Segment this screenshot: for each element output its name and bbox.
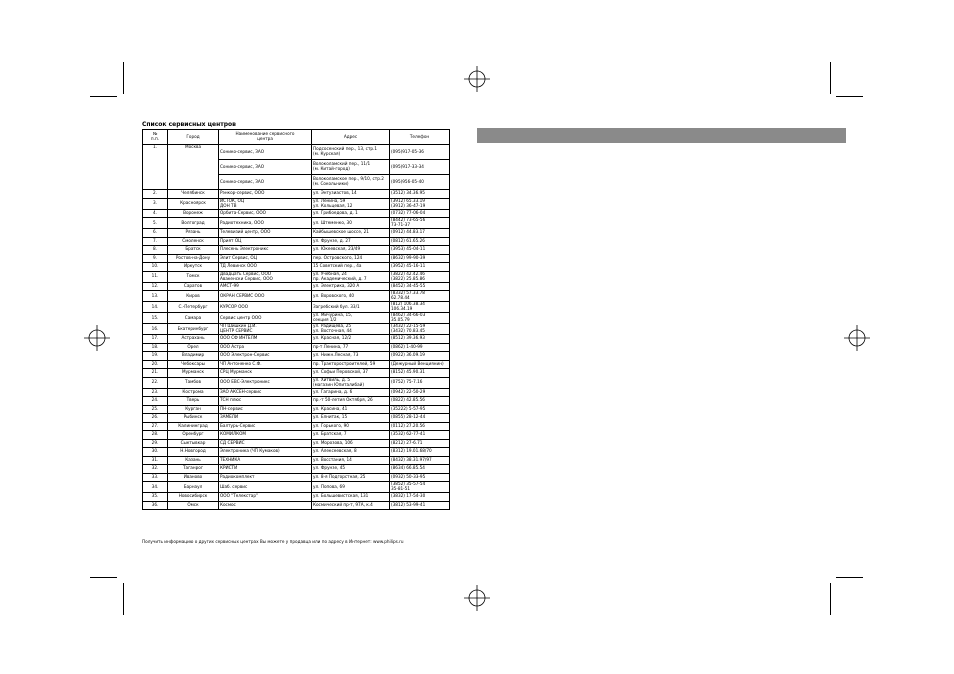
cell-phone: (3822) 42.42.46 (3822) 25.85.86 bbox=[390, 271, 450, 282]
cell-city: Екатеринбург bbox=[168, 324, 219, 335]
cell-center-name: Космос bbox=[219, 501, 312, 510]
cell-phone: (8442) 73-65-56 73-71-37 bbox=[390, 218, 450, 229]
cell-center-name: ЧП Шишкин Д.И. ЦЕНТР СЕРВИС bbox=[219, 324, 312, 335]
cell-center-name: ЗАО АКСЕН-сервис bbox=[219, 388, 312, 397]
cell-phone: (8452) 34-45-55 bbox=[390, 282, 450, 291]
table-row bbox=[143, 263, 450, 272]
cell-address: ул. Попова, 69 bbox=[312, 482, 390, 493]
table-row bbox=[143, 282, 450, 291]
cell-number: 24. bbox=[143, 397, 168, 406]
cell-city: Тамбов bbox=[168, 377, 219, 388]
cell-city: Тверь bbox=[168, 397, 219, 406]
cell-center-name: ЧП Антоненко С.Ф. bbox=[219, 360, 312, 369]
cell-phone: (812) 106.38.34 106.34.19 bbox=[390, 302, 450, 313]
cell-center-name: Элит Сервис, ОЦ bbox=[219, 254, 312, 263]
cell-city: Волгоград bbox=[168, 218, 219, 229]
cell-address: ул. Радищева, 25 ул. Восточная, 44 bbox=[312, 324, 390, 335]
table-row bbox=[143, 405, 450, 414]
cell-phone: (095)917-05-36 bbox=[390, 145, 450, 160]
crop-mark bbox=[830, 62, 831, 94]
cell-number: 13. bbox=[143, 291, 168, 302]
cell-address: ул. Елнитак, 15 bbox=[312, 414, 390, 423]
cell-address: ул. Восстания, 14 bbox=[312, 456, 390, 465]
cell-address: ул. 8-я Подгорстная, 25 bbox=[312, 473, 390, 482]
cell-number: 15. bbox=[143, 313, 168, 324]
cell-center-name: ООО Электрон-Сервис bbox=[219, 352, 312, 361]
cell-city: Красноярск bbox=[168, 198, 219, 209]
cell-address: пр. Тракторостроителей, 59 bbox=[312, 360, 390, 369]
cell-address: пер. Островского, 124 bbox=[312, 254, 390, 263]
cell-number: 22. bbox=[143, 377, 168, 388]
cell-number: 31. bbox=[143, 456, 168, 465]
table-row bbox=[143, 352, 450, 361]
registration-mark bbox=[844, 325, 870, 351]
cell-center-name: Телевизий центр, ООО bbox=[219, 229, 312, 238]
section-header-bar bbox=[477, 128, 846, 143]
cell-number: 29. bbox=[143, 439, 168, 448]
table-row bbox=[143, 397, 450, 406]
cell-phone: (0112) 27.20.56 bbox=[390, 422, 450, 431]
column-header-name: Наименование сервисного центра bbox=[219, 130, 312, 145]
cell-city: Казань bbox=[168, 456, 219, 465]
cell-address: Волоколамское пер., 9/10, стр.2 (м. Сокольники) bbox=[312, 175, 390, 190]
cell-center-name: ООО Астра bbox=[219, 343, 312, 352]
cell-address: ул. Гагарина, д. 6 bbox=[312, 388, 390, 397]
cell-number: 26. bbox=[143, 414, 168, 423]
crop-mark bbox=[90, 96, 117, 97]
table-row bbox=[143, 302, 450, 313]
cell-phone: (Дежурный Венциянин) bbox=[390, 360, 450, 369]
table-row bbox=[143, 369, 450, 378]
cell-center-name: Двадцать Сервис, ООО Авакенски Сервис, ООО bbox=[219, 271, 312, 282]
cell-phone: (3832) 17-54-30 bbox=[390, 493, 450, 502]
cell-city: Москва bbox=[168, 145, 219, 190]
table-row bbox=[143, 414, 450, 423]
cell-address: ул. Большевистская, 131 bbox=[312, 493, 390, 502]
cell-phone: (3852) 35-57-54 35-81-51 bbox=[390, 482, 450, 493]
cell-city: Курган bbox=[168, 405, 219, 414]
cell-center-name: КРИСТИ bbox=[219, 465, 312, 474]
cell-number: 7. bbox=[143, 237, 168, 246]
table-header-row bbox=[143, 130, 450, 145]
cell-address: ул. Горького, 90 bbox=[312, 422, 390, 431]
cell-city: Ростов-на-Дону bbox=[168, 254, 219, 263]
cell-address: ул. Алексеевская, 8 bbox=[312, 448, 390, 457]
cell-city: Астрахань bbox=[168, 335, 219, 344]
cell-phone: (3432) 22-15-59 (3432) 70.83.45 bbox=[390, 324, 450, 335]
crop-mark bbox=[90, 577, 117, 578]
table-row bbox=[143, 493, 450, 502]
cell-phone: (8512) 39.36.93 bbox=[390, 335, 450, 344]
cell-city: Мурманск bbox=[168, 369, 219, 378]
cell-city: Рыбинск bbox=[168, 414, 219, 423]
column-header-address: Адрес bbox=[312, 130, 390, 145]
table-row bbox=[143, 377, 450, 388]
cell-city: Рязань bbox=[168, 229, 219, 238]
cell-city: Владимир bbox=[168, 352, 219, 361]
cell-address: ул. Юкеевская, 23/49 bbox=[312, 246, 390, 255]
cell-phone: (8332) 57.33.78 62.78.44 bbox=[390, 291, 450, 302]
cell-phone: (8152) 45.90.31 bbox=[390, 369, 450, 378]
cell-phone: (3952) 45-16-11 bbox=[390, 263, 450, 272]
cell-phone: (3912) 65.33.19 (3912) 36-47-19 bbox=[390, 198, 450, 209]
cell-number: 6. bbox=[143, 229, 168, 238]
cell-address: ул. Нижн.Лесная, 73 bbox=[312, 352, 390, 361]
column-header-phone: Телефон bbox=[390, 130, 450, 145]
cell-phone: (8462) 34-66-03 35.05.79 bbox=[390, 313, 450, 324]
cell-phone: (0822) 42.85.56 bbox=[390, 397, 450, 406]
cell-city: С.-Петербург bbox=[168, 302, 219, 313]
table-row bbox=[143, 254, 450, 263]
cell-number: 5. bbox=[143, 218, 168, 229]
table-row bbox=[143, 229, 450, 238]
cell-center-name: ОКРАН СЕРВИС ООО bbox=[219, 291, 312, 302]
cell-center-name: СРЦ Мурманск bbox=[219, 369, 312, 378]
cell-number: 35. bbox=[143, 493, 168, 502]
cell-number: 18. bbox=[143, 343, 168, 352]
cell-number: 32. bbox=[143, 465, 168, 474]
cell-phone: (095)917-33-34 bbox=[390, 160, 450, 175]
column-header-city: Город bbox=[168, 130, 219, 145]
cell-address: ул. Красная, 12/2 bbox=[312, 335, 390, 344]
cell-city: Киров bbox=[168, 291, 219, 302]
cell-phone: (8312) 19.01.68/70 bbox=[390, 448, 450, 457]
table-row bbox=[143, 246, 450, 255]
cell-address: ул. Фрунзе, 45 bbox=[312, 465, 390, 474]
cell-center-name: Прият ОЦ bbox=[219, 237, 312, 246]
registration-mark bbox=[464, 585, 490, 611]
cell-city: Кострома bbox=[168, 388, 219, 397]
table-row bbox=[143, 439, 450, 448]
cell-city: Сыктывкар bbox=[168, 439, 219, 448]
cell-center-name: Сонико-сервис, ЗАО bbox=[219, 160, 312, 175]
cell-center-name: ЗАМЕЛИ bbox=[219, 414, 312, 423]
cell-center-name: Электроника (ЧП Кумаков) bbox=[219, 448, 312, 457]
cell-address: ул. Грибоедова, д. 1 bbox=[312, 209, 390, 218]
cell-phone: (0812) 61.65.26 bbox=[390, 237, 450, 246]
cell-address: ул. Электрика, 320 А bbox=[312, 282, 390, 291]
cell-city: Оренбург bbox=[168, 431, 219, 440]
cell-address: ул. Энтузиастов, 14 bbox=[312, 190, 390, 199]
cell-city: Челябинск bbox=[168, 190, 219, 199]
cell-phone: (0732) 77-06-04 bbox=[390, 209, 450, 218]
cell-number: 17. bbox=[143, 335, 168, 344]
crop-mark bbox=[123, 583, 124, 615]
cell-city: Омск bbox=[168, 501, 219, 510]
cell-number: 30. bbox=[143, 448, 168, 457]
column-header-number: № п.п. bbox=[143, 130, 168, 145]
cell-phone: (3512) 34.36.95 bbox=[390, 190, 450, 199]
cell-center-name: ИСТОК, ОЦ ДОН ТВ bbox=[219, 198, 312, 209]
cell-center-name: АМСТ-99 bbox=[219, 282, 312, 291]
cell-number: 20. bbox=[143, 360, 168, 369]
cell-address: ул. Хитвиль, д. 5 (магазин Юпиталибай) bbox=[312, 377, 390, 388]
cell-city: Томск bbox=[168, 271, 219, 282]
cell-phone: (8632) 99-90-39 bbox=[390, 254, 450, 263]
page-title: Список сервисных центров bbox=[142, 121, 236, 128]
table-row bbox=[143, 237, 450, 246]
cell-center-name: ТД Левинск ООО bbox=[219, 263, 312, 272]
cell-center-name: Сонико-сервис, ЗАО bbox=[219, 145, 312, 160]
cell-number: 14. bbox=[143, 302, 168, 313]
table-row bbox=[143, 456, 450, 465]
cell-center-name: ТСН плюс bbox=[219, 397, 312, 406]
cell-phone: (3532) 62-77-41 bbox=[390, 431, 450, 440]
cell-address: пр.-т 50-летия Октября, 26 bbox=[312, 397, 390, 406]
cell-address: 15 Советский пер., 4а bbox=[312, 263, 390, 272]
registration-mark bbox=[464, 66, 490, 92]
cell-address: ул. Софьи Перовской, 37 bbox=[312, 369, 390, 378]
footnote: Получить информацию о других сервисных центрах Вы можете у продавца или по адресу в Интернет: www.philips.ru bbox=[142, 539, 404, 544]
cell-city: Братск bbox=[168, 246, 219, 255]
cell-center-name: Плесень Электроникс bbox=[219, 246, 312, 255]
cell-number: 11. bbox=[143, 271, 168, 282]
cell-center-name: КОМИЛКОМ bbox=[219, 431, 312, 440]
cell-center-name: Орбита-Сервис, ООО bbox=[219, 209, 312, 218]
cell-city: Н.Новгород bbox=[168, 448, 219, 457]
cell-city: Самара bbox=[168, 313, 219, 324]
cell-city: Чебоксары bbox=[168, 360, 219, 369]
crop-mark bbox=[123, 62, 124, 94]
table-row bbox=[143, 343, 450, 352]
service-centers-table bbox=[142, 129, 450, 510]
cell-center-name: ТЕХНИКА bbox=[219, 456, 312, 465]
table-row bbox=[143, 209, 450, 218]
cell-phone: (0942) 22-50-29 bbox=[390, 388, 450, 397]
cell-center-name: Шаб. сервис bbox=[219, 482, 312, 493]
cell-city: Иркутск bbox=[168, 263, 219, 272]
cell-center-name: Рэнкор-сервис, ООО bbox=[219, 190, 312, 199]
cell-center-name: ПН-сервис bbox=[219, 405, 312, 414]
table-row bbox=[143, 482, 450, 493]
table-row bbox=[143, 145, 450, 160]
cell-phone: (0752) 75-7.16 bbox=[390, 377, 450, 388]
cell-number: 2. bbox=[143, 190, 168, 199]
cell-center-name: ООО "Телекстар" bbox=[219, 493, 312, 502]
table-row bbox=[143, 473, 450, 482]
cell-city: Калининград bbox=[168, 422, 219, 431]
cell-number: 4. bbox=[143, 209, 168, 218]
cell-city: Новосибирск bbox=[168, 493, 219, 502]
table-row bbox=[143, 291, 450, 302]
cell-number: 25. bbox=[143, 405, 168, 414]
cell-address: ул. Воровского, 40 bbox=[312, 291, 390, 302]
cell-number: 33. bbox=[143, 473, 168, 482]
cell-address: Космический пр-т, 97А, к.4 bbox=[312, 501, 390, 510]
cell-address: ул. Морозова, 106 bbox=[312, 439, 390, 448]
cell-address: ул. Фрунзе, д. 27 bbox=[312, 237, 390, 246]
cell-phone: (095)956-05-40 bbox=[390, 175, 450, 190]
cell-number: 23. bbox=[143, 388, 168, 397]
cell-number: 16. bbox=[143, 324, 168, 335]
cell-number: 27. bbox=[143, 422, 168, 431]
cell-center-name: Сонико-сервис, ЗАО bbox=[219, 175, 312, 190]
cell-center-name: Сервис центр ООО bbox=[219, 313, 312, 324]
cell-phone: (8634) 66.85.54 bbox=[390, 465, 450, 474]
cell-center-name: Радиокомплект bbox=[219, 473, 312, 482]
cell-address: ул. Братская, 7 bbox=[312, 431, 390, 440]
cell-number: 8. bbox=[143, 246, 168, 255]
cell-number: 1. bbox=[143, 145, 168, 190]
cell-phone: (0855) 28-12-44 bbox=[390, 414, 450, 423]
cell-center-name: СД СЕРВИС bbox=[219, 439, 312, 448]
cell-address: Волоколамский пер., 11/1 (м. Китай-город) bbox=[312, 160, 390, 175]
cell-address: ул. Учебная, 24 пр. Академический, д. 7 bbox=[312, 271, 390, 282]
cell-address: ул. Красина, 41 bbox=[312, 405, 390, 414]
cell-address: ул. Штеменко, 30 bbox=[312, 218, 390, 229]
cell-phone: (0912) 44.83.17 bbox=[390, 229, 450, 238]
cell-phone: (3812) 53-99-41 bbox=[390, 501, 450, 510]
table-row bbox=[143, 388, 450, 397]
cell-number: 19. bbox=[143, 352, 168, 361]
cell-number: 21. bbox=[143, 369, 168, 378]
table-body bbox=[143, 145, 450, 510]
cell-phone: (8212) 27-6.71 bbox=[390, 439, 450, 448]
cell-number: 3. bbox=[143, 198, 168, 209]
cell-phone: (0922) 36.09.19 bbox=[390, 352, 450, 361]
cell-number: 34. bbox=[143, 482, 168, 493]
cell-address: Загребский бул. 33/1 bbox=[312, 302, 390, 313]
table-row bbox=[143, 218, 450, 229]
table-row bbox=[143, 448, 450, 457]
cell-number: 36. bbox=[143, 501, 168, 510]
cell-city: Саратов bbox=[168, 282, 219, 291]
cell-center-name: Радиотехника, ООО bbox=[219, 218, 312, 229]
registration-mark bbox=[84, 325, 110, 351]
cell-city: Таганрог bbox=[168, 465, 219, 474]
cell-phone: (8432) 38.31.97/97 bbox=[390, 456, 450, 465]
cell-phone: (0862) 1-40-99 bbox=[390, 343, 450, 352]
crop-mark bbox=[836, 96, 863, 97]
crop-mark bbox=[836, 577, 863, 578]
table-row bbox=[143, 198, 450, 209]
cell-city: Барнаул bbox=[168, 482, 219, 493]
cell-city: Иваново bbox=[168, 473, 219, 482]
cell-center-name: Балтурь-Сервис bbox=[219, 422, 312, 431]
cell-city: Воронеж bbox=[168, 209, 219, 218]
table-row bbox=[143, 465, 450, 474]
cell-center-name: ООО СФ ИНТЕЛМ bbox=[219, 335, 312, 344]
cell-number: 12. bbox=[143, 282, 168, 291]
table-row bbox=[143, 360, 450, 369]
cell-address: Подсосенский пер., 13, стр.1 (м. Курская) bbox=[312, 145, 390, 160]
cell-city: Орел bbox=[168, 343, 219, 352]
table-row bbox=[143, 335, 450, 344]
cell-address: ул. Мичурина, 15, секция 1/2 bbox=[312, 313, 390, 324]
cell-address: Кайбышевское шоссе, 21 bbox=[312, 229, 390, 238]
table-row bbox=[143, 313, 450, 324]
cell-number: 28. bbox=[143, 431, 168, 440]
cell-address: пр-т Ленина, 77 bbox=[312, 343, 390, 352]
table-row bbox=[143, 271, 450, 282]
cell-number: 10. bbox=[143, 263, 168, 272]
cell-address: ул. Ленина, 59 ул. Кольцевая, 12 bbox=[312, 198, 390, 209]
table-row bbox=[143, 324, 450, 335]
cell-phone: (0932) 50-33-95 bbox=[390, 473, 450, 482]
cell-center-name: ООО ЕВС-Электроникс bbox=[219, 377, 312, 388]
cell-city: Смоленск bbox=[168, 237, 219, 246]
cell-phone: (35222) 5-57-95 bbox=[390, 405, 450, 414]
table-row bbox=[143, 431, 450, 440]
cell-number: 9. bbox=[143, 254, 168, 263]
cell-center-name: КУРСОР ООО bbox=[219, 302, 312, 313]
cell-phone: (3953) 45-04-11 bbox=[390, 246, 450, 255]
table-row bbox=[143, 501, 450, 510]
table-row bbox=[143, 190, 450, 199]
table-row bbox=[143, 422, 450, 431]
crop-mark bbox=[830, 583, 831, 615]
